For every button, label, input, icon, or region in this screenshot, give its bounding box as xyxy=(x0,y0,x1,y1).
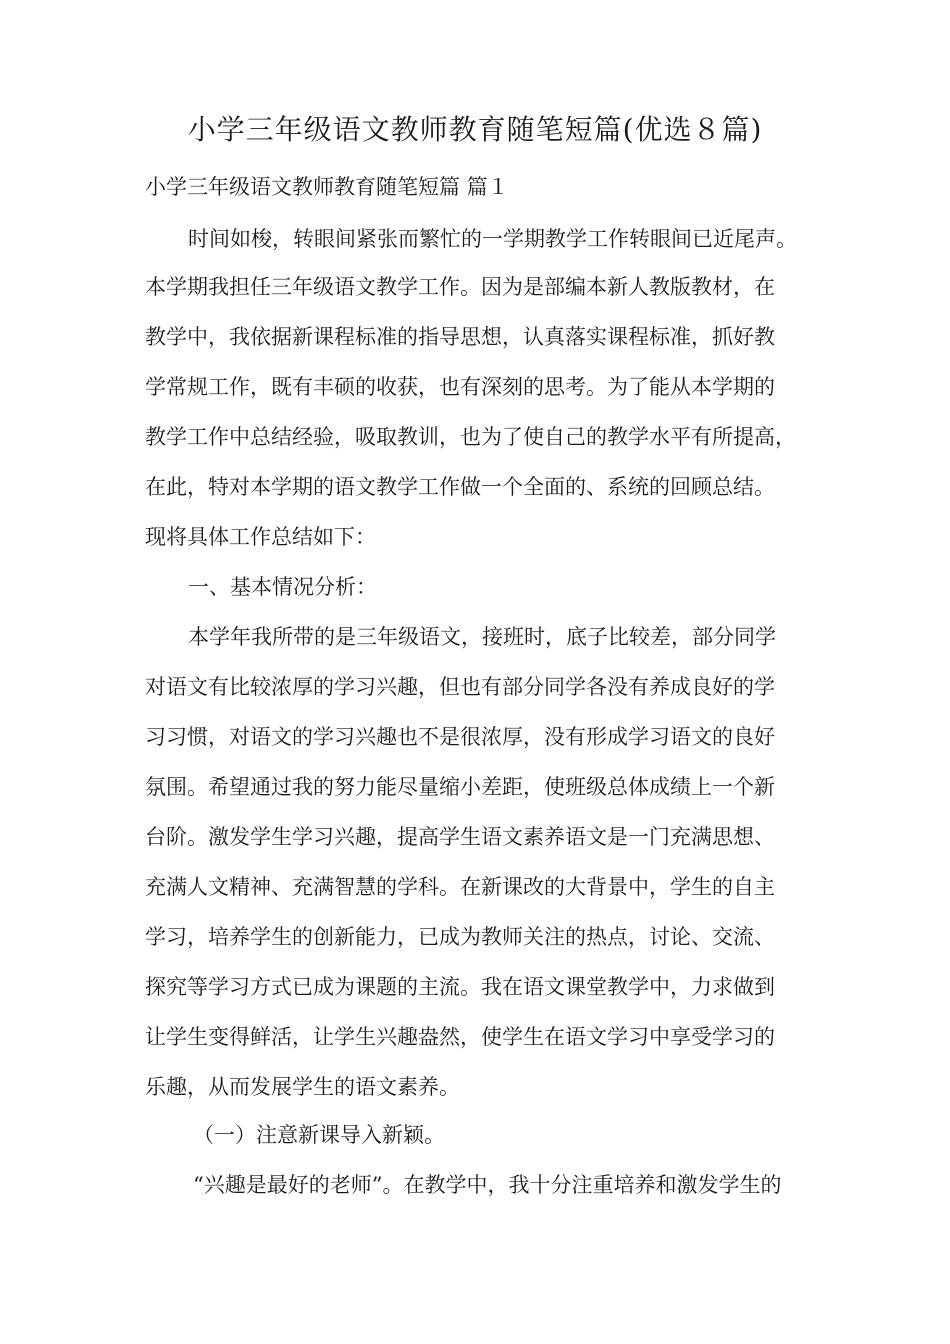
paragraph-line: 充满人文精神、充满智慧的学科。在新课改的大背景中，学生的自主 xyxy=(145,875,775,899)
paragraph-line: 现将具体工作总结如下： xyxy=(145,525,376,549)
section-heading: 小学三年级语文教师教育随笔短篇 篇１ xyxy=(145,175,509,199)
paragraph-line: 学习，培养学生的创新能力，已成为教师关注的热点，讨论、交流、 xyxy=(145,925,775,949)
paragraph-line: 让学生变得鲜活，让学生兴趣盎然，使学生在语文学习中享受学习的 xyxy=(145,1025,775,1049)
paragraph-line: 本学年我所带的是三年级语文，接班时，底子比较差，部分同学 xyxy=(188,625,776,649)
paragraph-line: 学常规工作，既有丰硕的收获，也有深刻的思考。为了能从本学期的 xyxy=(145,375,775,399)
document-title: 小学三年级语文教师教育随笔短篇(优选８篇) xyxy=(187,113,763,146)
paragraph-line: 乐趣，从而发展学生的语文素养。 xyxy=(145,1075,460,1099)
subsection-heading: （一）注意新课导入新颖。 xyxy=(193,1123,445,1147)
paragraph-line: “兴趣是最好的老师”。在教学中，我十分注重培养和激发学生的 xyxy=(193,1173,782,1197)
section-heading-basic-analysis: 一、基本情况分析： xyxy=(188,575,377,599)
paragraph-line: 习习惯，对语文的学习兴趣也不是很浓厚，没有形成学习语文的良好 xyxy=(145,725,775,749)
paragraph-line: 教学中，我依据新课程标准的指导思想，认真落实课程标准，抓好教 xyxy=(145,325,775,349)
paragraph-line: 在此，特对本学期的语文教学工作做一个全面的、系统的回顾总结。 xyxy=(145,475,775,499)
paragraph-line: 探究等学习方式已成为课题的主流。我在语文课堂教学中，力求做到 xyxy=(145,975,775,999)
paragraph-line: 台阶。激发学生学习兴趣，提高学生语文素养语文是一门充满思想、 xyxy=(145,825,775,849)
paragraph-line: 本学期我担任三年级语文教学工作。因为是部编本新人教版教材，在 xyxy=(145,275,775,299)
paragraph-line: 时间如梭，转眼间紧张而繁忙的一学期教学工作转眼间已近尾声。 xyxy=(188,227,797,251)
paragraph-line: 氛围。希望通过我的努力能尽量缩小差距，使班级总体成绩上一个新 xyxy=(145,775,775,799)
paragraph-line: 对语文有比较浓厚的学习兴趣，但也有部分同学各没有养成良好的学 xyxy=(145,675,775,699)
paragraph-line: 教学工作中总结经验，吸取教训，也为了使自己的教学水平有所提高， xyxy=(145,425,796,449)
